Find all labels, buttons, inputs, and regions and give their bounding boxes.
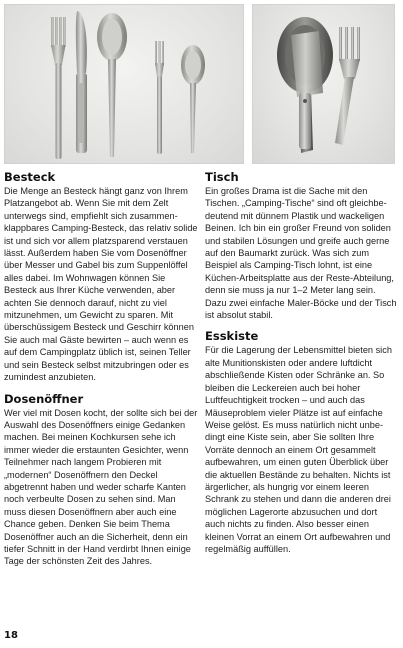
heading-besteck: Besteck <box>4 170 56 184</box>
section-besteck <box>4 170 200 384</box>
heading-esskiste: Esskiste <box>205 329 259 344</box>
right-column <box>205 170 398 555</box>
heading-dosenoeffner: Dosenöffner <box>4 391 84 406</box>
section-dosenoeffner <box>4 392 200 568</box>
section-esskiste <box>205 329 398 555</box>
paragraph-dosenoeffner: Wer viel mit Dosen kocht, der sollte sich bei der Auswahl des Dosenöffners einige Gedanken machen. Bei meinen Kochkursen sehe ich immer wieder die erstaunten Gesichter, wenn Teilnehmer nach langem Probieren mit „modernen“ Dosenöffnern den Deckel abgetrennt haben und weder scharfe Kanten noch verbeulte Dosen zu sehen sind. Man muss diesen Dosenöffnern aber auch eine Chance geben. Denken Sie beim Thema Dosenöffner auch an die Sicherheit, denn ein tiefer Schnitt in der Hand verdirbt Ihnen einige Tage der schönsten Zeit des Jahres. <box>4 407 198 567</box>
spoon-small <box>181 45 205 153</box>
cutlery-illustration <box>5 5 243 163</box>
knife <box>76 11 87 153</box>
folding-cutlery-illustration <box>253 5 394 163</box>
fork-2 <box>155 41 164 154</box>
folding-fork <box>335 27 360 145</box>
fork-1 <box>51 17 66 159</box>
paragraph-tisch: Ein großes Drama ist die Sache mit den Tischen. „Camping-Tische“ sind oft gleichbedeutend mit dünnem Plastik und wackeligen Beinen. Ich bin ein großer Freund von soliden und stabilen Lösungen und greife auch gerne auf den Baumarkt zurück. Was sich zum Beispiel als Camping-Tisch lohnt, ist eine Küchen-Arbeitsplatte aus der Reste-Abteilung, denn sie muss ja nur 1–2 Meter lang sein. Dazu zwei einfache Maler-Böcke und der Tisch ist absolut stabil. <box>205 186 397 321</box>
cutlery-photo <box>4 4 244 164</box>
page-number: 18 <box>4 630 18 641</box>
paragraph-besteck: Die Menge an Besteck hängt ganz von Ihrem Platzangebot ab. Wenn Sie mit dem Zelt unterwegs sind, empfiehlt sich zusammenklappbares Camping-Besteck, das relativ solide ist und sich vor allem platzsparend verstauen lässt. Außerdem haben Sie vom Dosenöffner über Messer und Gabel bis zum Suppenlöffel alles dabei. Im Wohnwagen können Sie Besteck aus Ihrer Küche verwenden, aber achten Sie dennoch darauf, nicht zu viel mitzunehmen, um Gewicht zu sparen. Mit überschüssigem Besteck und Geschirr können Sie auch mal Gäste bewirten – auch wenn es auf dem Campingplatz üblich ist, seinen Teller und sein Besteck selbst mitzubringen oder es zumindest anzubieten. <box>4 186 198 383</box>
folding-cutlery-photo <box>252 4 395 164</box>
spoon-large <box>97 13 127 157</box>
left-column <box>4 170 200 568</box>
paragraph-esskiste: Für die Lagerung der Lebensmittel bieten sich alte Munitionskisten oder andere luftdicht abschließende Kisten oder Schränke an. So bleiben die Leckereien auch bei hoher Luftfeuchtigkeit trocken – und auch das Mäuseproblem vieler Plätze ist auf einfache Weise gelöst. Es muss natürlich nicht unbedingt eine Kiste sein, aber Sie sollten Ihre Vorräte dennoch an einem Ort gesammelt aufbewahren, um einen guten Überblick über die aktuellen Bestände zu behalten. Nichts ist ärgerlicher, als hungrig vor einem leeren Schrank zu stehen und dann die anderen drei möglichen Lagerorte abzusuchen und dort auch nichts zu finden. Also besser einen kleinen Vorrat an einem Ort aufbewahren und regelmäßig auffüllen. <box>205 345 392 554</box>
section-tisch <box>205 170 398 321</box>
heading-tisch: Tisch <box>205 170 239 184</box>
